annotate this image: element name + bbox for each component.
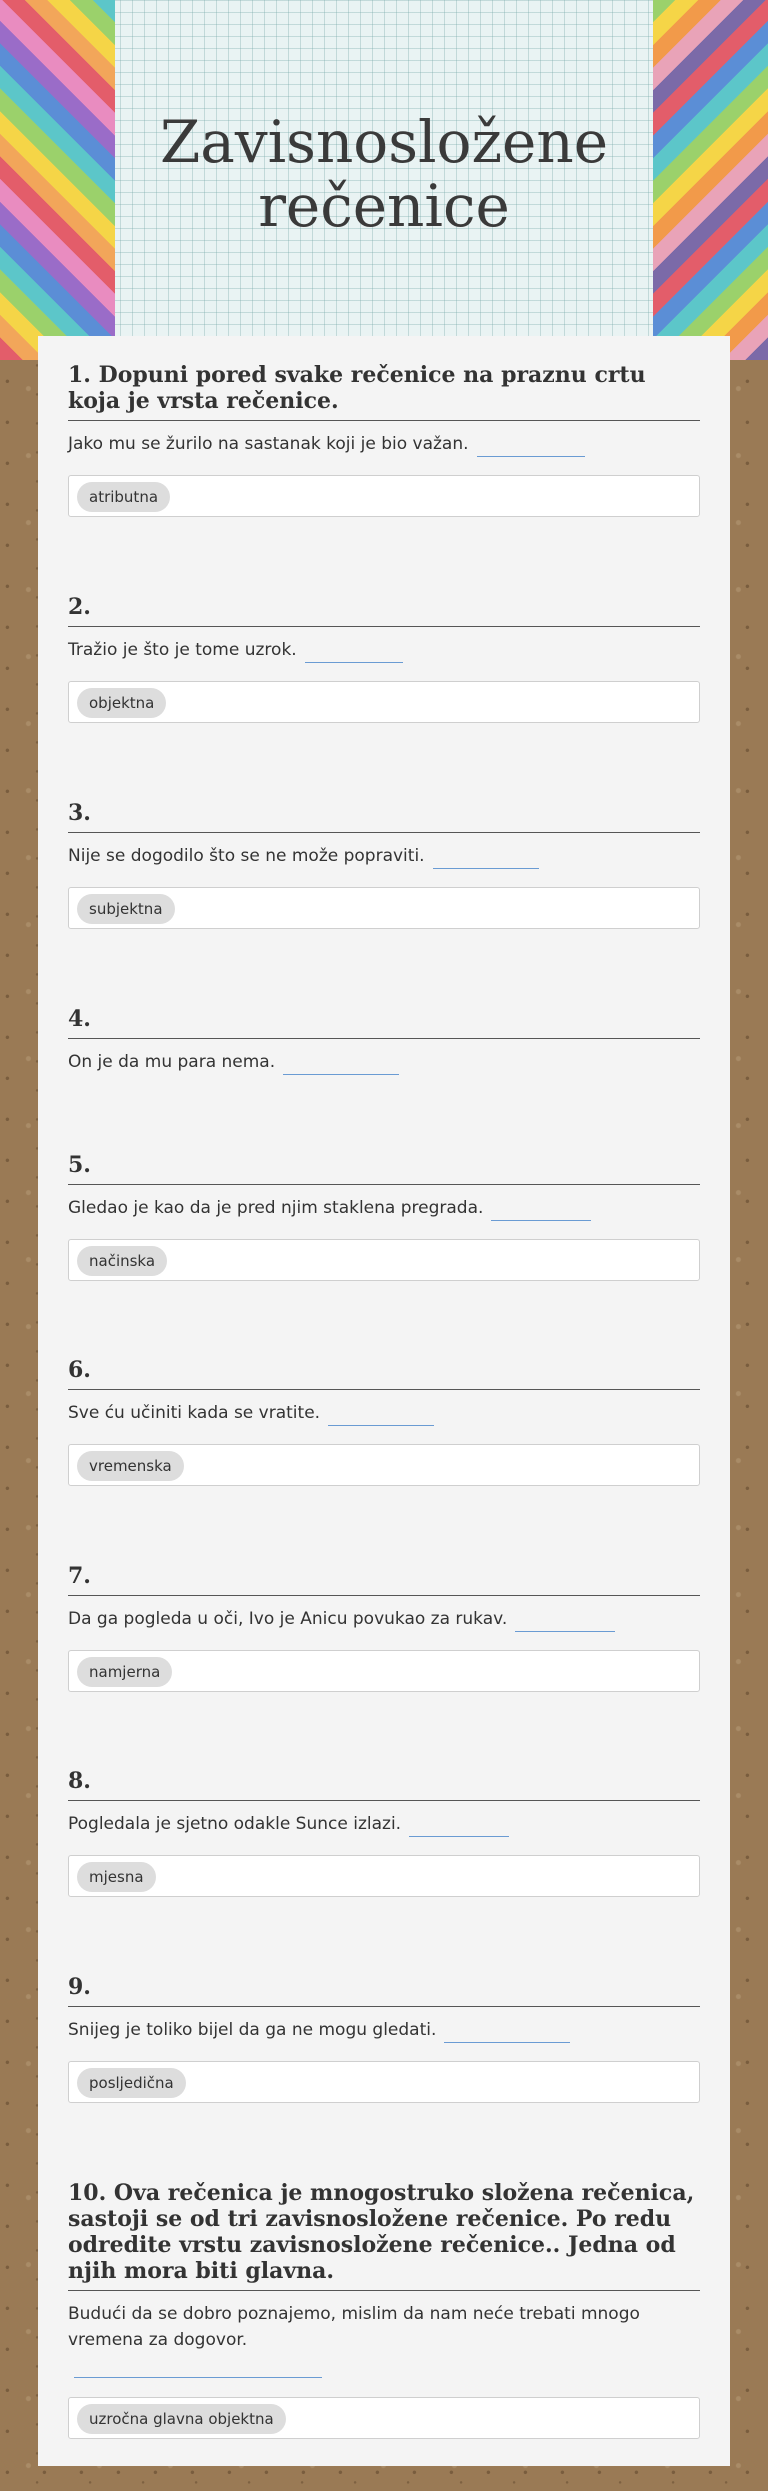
right-chevron-decoration [653,0,768,360]
question-9 [68,1974,700,2103]
question-2 [68,594,700,723]
header-banner [0,0,768,360]
answer-field[interactable] [68,1239,700,1281]
answer-field[interactable] [68,2061,700,2103]
answer-tag[interactable]: mjesna [77,1862,156,1892]
question-text: Budući da se dobro poznajemo, mislim da nam neće trebati mnogo vremena za dogovor. [68,2304,640,2350]
question-3 [68,800,700,929]
answer-blank [74,2359,322,2378]
answer-blank [491,1202,591,1221]
question-text: On je da mu para nema. [68,1049,700,1075]
question-text: Nije se dogodilo što se ne može popraviti. [68,843,700,869]
answer-blank [328,1407,434,1426]
answer-tag[interactable]: atributna [77,482,170,512]
question-5 [68,1152,700,1281]
left-chevron-decoration [0,0,115,360]
question-7 [68,1563,700,1692]
question-text: Sve ću učiniti kada se vratite. [68,1400,700,1426]
answer-field[interactable] [68,475,700,517]
question-text: Tražio je što je tome uzrok. [68,637,700,663]
answer-field[interactable] [68,887,700,929]
question-title: 5. [68,1152,700,1185]
answer-field[interactable] [68,681,700,723]
question-text: Jako mu se žurilo na sastanak koji je bio važan. [68,431,700,457]
question-text: Pogledala je sjetno odakle Sunce izlazi. [68,1811,700,1837]
question-1 [68,362,700,517]
answer-field[interactable] [68,1650,700,1692]
answer-blank [477,438,585,457]
question-title: 10. Ova rečenica je mnogostruko složena rečenica, sastoji se od tri zavisnosložene rečenice. Po redu odredite vrstu zavisnosložene rečenice.. Jedna od njih mora biti glavna. [68,2180,700,2291]
question-title: 6. [68,1357,700,1390]
answer-blank [433,850,539,869]
answer-tag[interactable]: vremenska [77,1451,184,1481]
answer-blank [283,1056,399,1075]
question-6 [68,1357,700,1486]
answer-blank [515,1613,615,1632]
question-4 [68,1006,700,1075]
answer-blank [409,1818,509,1837]
answer-blank [444,2024,570,2043]
answer-tag[interactable]: subjektna [77,894,175,924]
question-title: 1. Dopuni pored svake rečenice na praznu crtu koja je vrsta rečenice. [68,362,700,421]
page-title: Zavisnosložene rečenice [159,108,609,240]
question-text: Snijeg je toliko bijel da ga ne mogu gledati. [68,2017,700,2043]
question-title: 8. [68,1768,700,1801]
answer-tag[interactable]: uzročna glavna objektna [77,2404,286,2434]
answer-field[interactable] [68,1855,700,1897]
question-8 [68,1768,700,1897]
answer-tag[interactable]: posljedična [77,2068,186,2098]
question-title: 3. [68,800,700,833]
answer-field[interactable] [68,1444,700,1486]
question-text: Da ga pogleda u oči, Ivo je Anicu povukao za rukav. [68,1606,700,1632]
answer-tag[interactable]: načinska [77,1246,167,1276]
question-10 [68,2180,700,2439]
answer-tag[interactable]: namjerna [77,1657,172,1687]
question-title: 7. [68,1563,700,1596]
question-title: 9. [68,1974,700,2007]
answer-tag[interactable]: objektna [77,688,166,718]
question-title: 2. [68,594,700,627]
answer-field[interactable] [68,2397,700,2439]
question-text: Gledao je kao da je pred njim staklena pregrada. [68,1195,700,1221]
answer-blank-line [68,2359,700,2381]
answer-blank [305,644,403,663]
question-title: 4. [68,1006,700,1039]
